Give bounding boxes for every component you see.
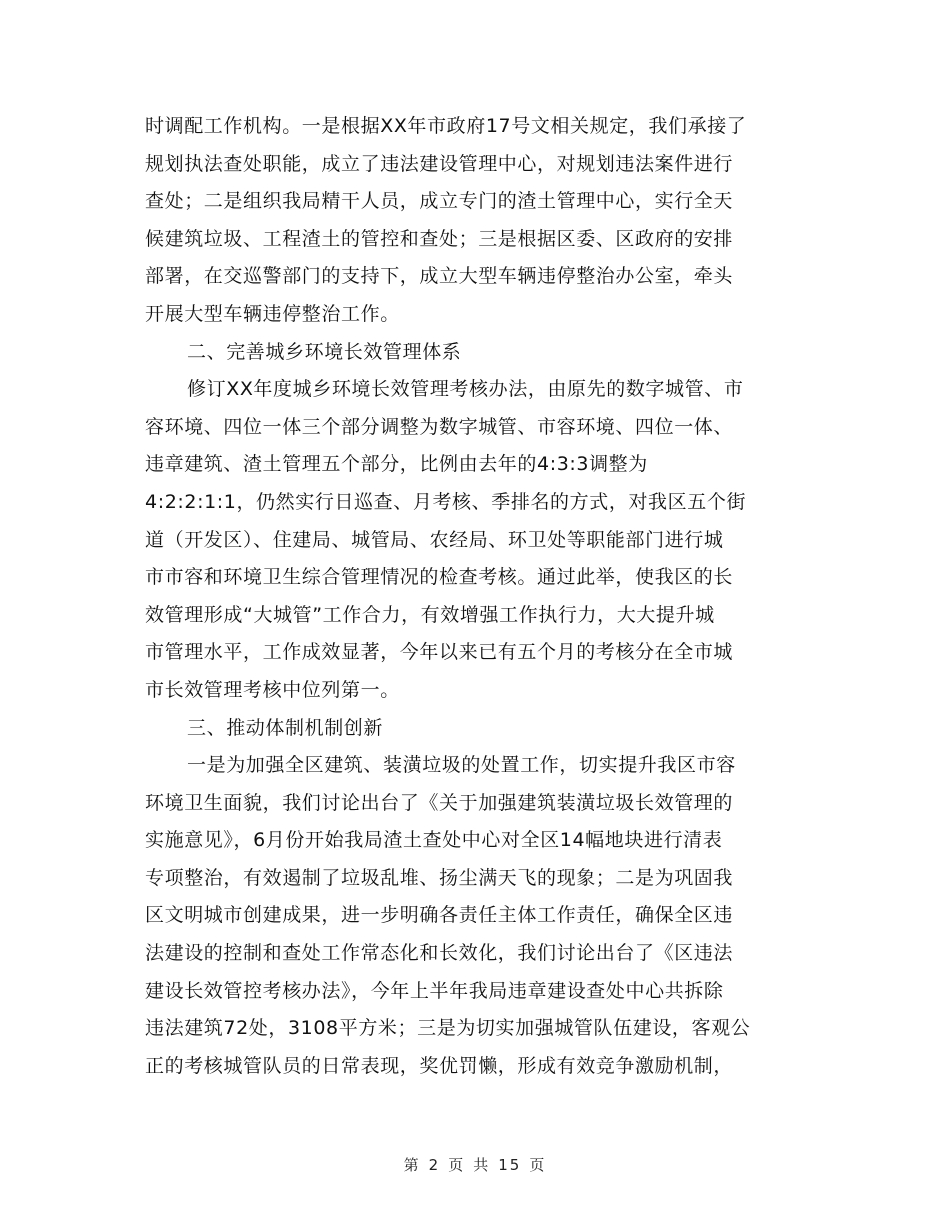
text-line: 市市容和环境卫生综合管理情况的检查考核。通过此举，使我区的长 [145, 566, 734, 589]
text-line: 时调配工作机构。一是根据XX年市政府17号文相关规定，我们承接了 [145, 115, 747, 137]
current-page-number: 2 [428, 1156, 441, 1174]
text-line: 区文明城市创建成果，进一步明确各责任主体工作责任，确保全区违 [145, 904, 734, 927]
footer-prefix: 第 [403, 1156, 421, 1174]
page-footer [0, 1154, 950, 1175]
text-line: 违章建筑、渣土管理五个部分，比例由去年的4:3:3调整为 [145, 453, 648, 476]
document-body [145, 108, 805, 1085]
text-line: 建设长效管控考核办法》，今年上半年我局违章建设查处中心共拆除 [145, 979, 724, 1002]
text-line: 道（开发区）、住建局、城管局、农经局、环卫处等职能部门进行城 [145, 528, 724, 551]
footer-page-word: 页 [448, 1156, 466, 1174]
total-pages-number: 15 [498, 1156, 522, 1174]
text-line: 规划执法查处职能，成立了违法建设管理中心，对规划违法案件进行 [145, 152, 734, 175]
section-heading-3: 三、推动体制机制创新 [187, 716, 384, 739]
text-line: 违法建筑72处，3108平方米；三是为切实加强城管队伍建设，客观公 [145, 1017, 751, 1040]
footer-total-word: 共 [473, 1156, 491, 1174]
section-heading-2: 二、完善城乡环境长效管理体系 [187, 340, 462, 363]
text-line: 候建筑垃圾、工程渣土的管控和查处；三是根据区委、区政府的安排 [145, 227, 734, 250]
text-line: 4:2:2:1:1，仍然实行日巡查、月考核、季排名的方式，对我区五个街 [145, 490, 747, 513]
text-line: 市管理水平，工作成效显著，今年以来已有五个月的考核分在全市城 [145, 641, 734, 664]
text-line: 实施意见》，6月份开始我局渣土查处中心对全区14幅地块进行清表 [145, 829, 723, 852]
text-line: 容环境、四位一体三个部分调整为数字城管、市容环境、四位一体、 [145, 415, 734, 438]
text-line: 正的考核城管队员的日常表现，奖优罚懒，形成有效竞争激励机制， [145, 1054, 734, 1077]
text-line: 开展大型车辆违停整治工作。 [145, 302, 400, 325]
text-line: 查处；二是组织我局精干人员，成立专门的渣土管理中心，实行全天 [145, 190, 734, 213]
text-line: 法建设的控制和查处工作常态化和长效化，我们讨论出台了《区违法 [145, 942, 734, 965]
footer-suffix: 页 [529, 1156, 547, 1174]
text-line: 环境卫生面貌，我们讨论出台了《关于加强建筑装潢垃圾长效管理的 [145, 791, 734, 814]
text-line: 效管理形成“大城管”工作合力，有效增强工作执行力，大大提升城 [145, 603, 715, 626]
text-line: 部署，在交巡警部门的支持下，成立大型车辆违停整治办公室，牵头 [145, 265, 734, 288]
paragraph-start: 一是为加强全区建筑、装潢垃圾的处置工作，切实提升我区市容 [187, 754, 736, 777]
text-line: 专项整治，有效遏制了垃圾乱堆、扬尘满天飞的现象；二是为巩固我 [145, 866, 734, 889]
paragraph-start: 修订XX年度城乡环境长效管理考核办法，由原先的数字城管、市 [187, 378, 744, 401]
text-line: 市长效管理考核中位列第一。 [145, 678, 400, 701]
